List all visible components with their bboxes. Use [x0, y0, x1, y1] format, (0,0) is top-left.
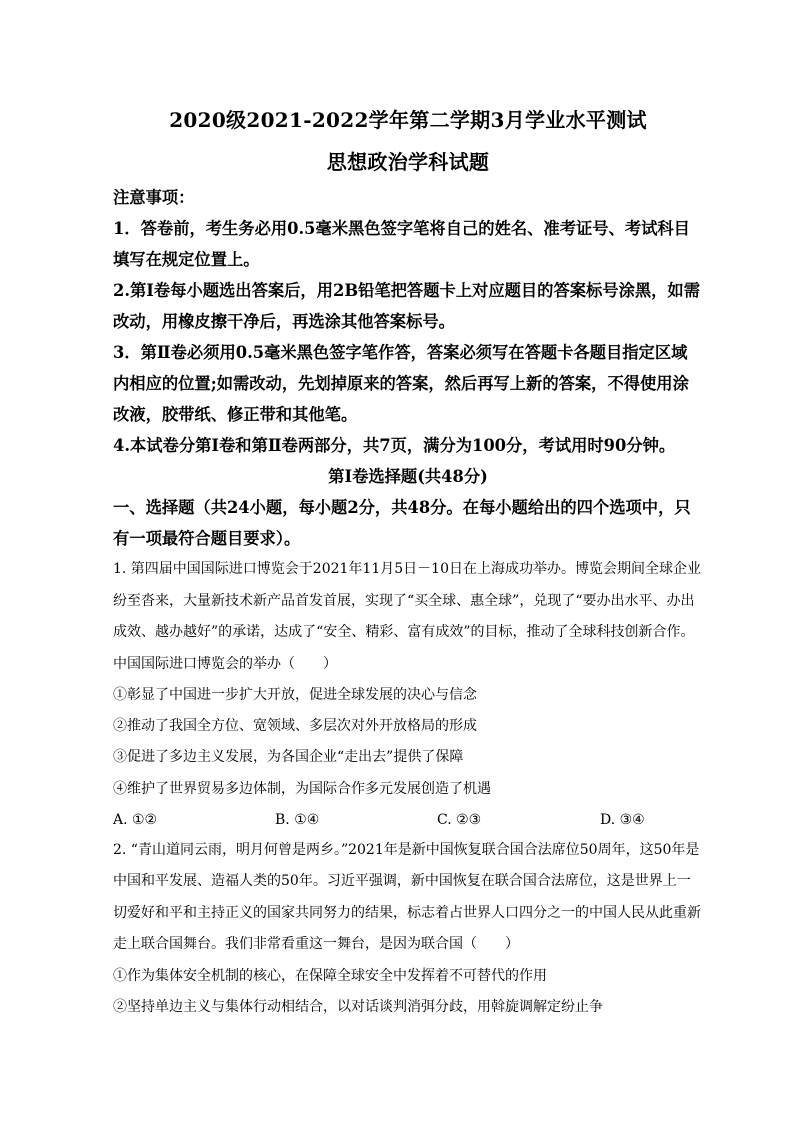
exam-title: 2020级2021-2022学年第二学期3月学业水平测试	[169, 108, 647, 132]
question-1-option-2: ②推动了我国全方位、宽领域、多层次对外开放格局的形成	[113, 718, 477, 735]
question-1-stem: 1. 第四届中国国际进口博览会于2021年11月5日－10日在上海成功举办。博览会期间全球企业纷至沓来，大量新技术新产品首发首展，实现了“买全球、惠全球”，兑现了“要办出水平、办出成效、越办越好”的承诺，达成了“安全、精彩、富有成效”的目标，推动了全球科技创新合作。中国国际进口博览会的举办（ ）	[113, 561, 701, 672]
choice-b[interactable]: B. ①④	[275, 811, 320, 828]
choice-d[interactable]: D. ③④	[600, 811, 645, 828]
choice-a[interactable]: A. ①②	[113, 811, 158, 828]
question-2-stem: 2. “青山道同云雨，明月何曾是两乡。”2021年是新中国恢复联合国合法席位50周年，这50年是中国和平发展、造福人类的50年。习近平强调，新中国恢复在联合国合法席位，这是世界上一切爱好和平和主持正义的国家共同努力的结果，标志着占世界人口四分之一的中国人民从此重新走上联合国舞台。我们非常看重这一舞台，是因为联合国（ ）	[113, 841, 701, 953]
notice-label: 注意事项：	[113, 188, 195, 207]
exam-subtitle: 思想政治学科试题	[326, 150, 490, 174]
notice-item-4: 4.本试卷分第Ⅰ卷和第Ⅱ卷两部分，共7页，满分为100分，考试用时90分钟。	[113, 436, 676, 455]
question-1-option-3: ③促进了多边主义发展，为各国企业“走出去”提供了保障	[113, 749, 464, 766]
question-1-option-4: ④维护了世界贸易多边体制，为国际合作多元发展创造了机遇	[113, 780, 491, 797]
question-1-choices	[113, 805, 703, 835]
notice-item-2: 2.第Ⅰ卷每小题选出答案后，用2B铅笔把答题卡上对应题目的答案标号涂黑，如需改动，用橡皮擦干净后，再选涂其他答案标号。	[113, 281, 700, 331]
question-2-option-2: ②坚持单边主义与集体行动相结合，以对话谈判消弭分歧，用斡旋调解定纷止争	[113, 999, 603, 1016]
exam-content	[113, 104, 703, 1023]
section-title: 第Ⅰ卷选择题(共48分)	[328, 467, 488, 486]
notice-item-3: 3．第Ⅱ卷必须用0.5毫米黑色签字笔作答，答案必须写在答题卡各题目指定区域内相应的位置;如需改动，先划掉原来的答案，然后再写上新的答案，不得使用涂改液，胶带纸、修正带和其他笔。	[113, 343, 689, 424]
choice-c[interactable]: C. ②③	[437, 811, 482, 828]
section-instruction: 一、选择题（共24小题，每小题2分，共48分。在每小题给出的四个选项中，只有一项最符合题目要求）。	[113, 498, 691, 548]
question-2-option-1: ①作为集体安全机制的核心，在保障全球安全中发挥着不可替代的作用	[113, 967, 547, 984]
notice-item-1: 1．答卷前，考生务必用0.5毫米黑色签字笔将自己的姓名、准考证号、考试科目填写在规定位置上。	[113, 219, 690, 269]
question-1-option-1: ①彰显了中国进一步扩大开放，促进全球发展的决心与信念	[113, 687, 477, 703]
